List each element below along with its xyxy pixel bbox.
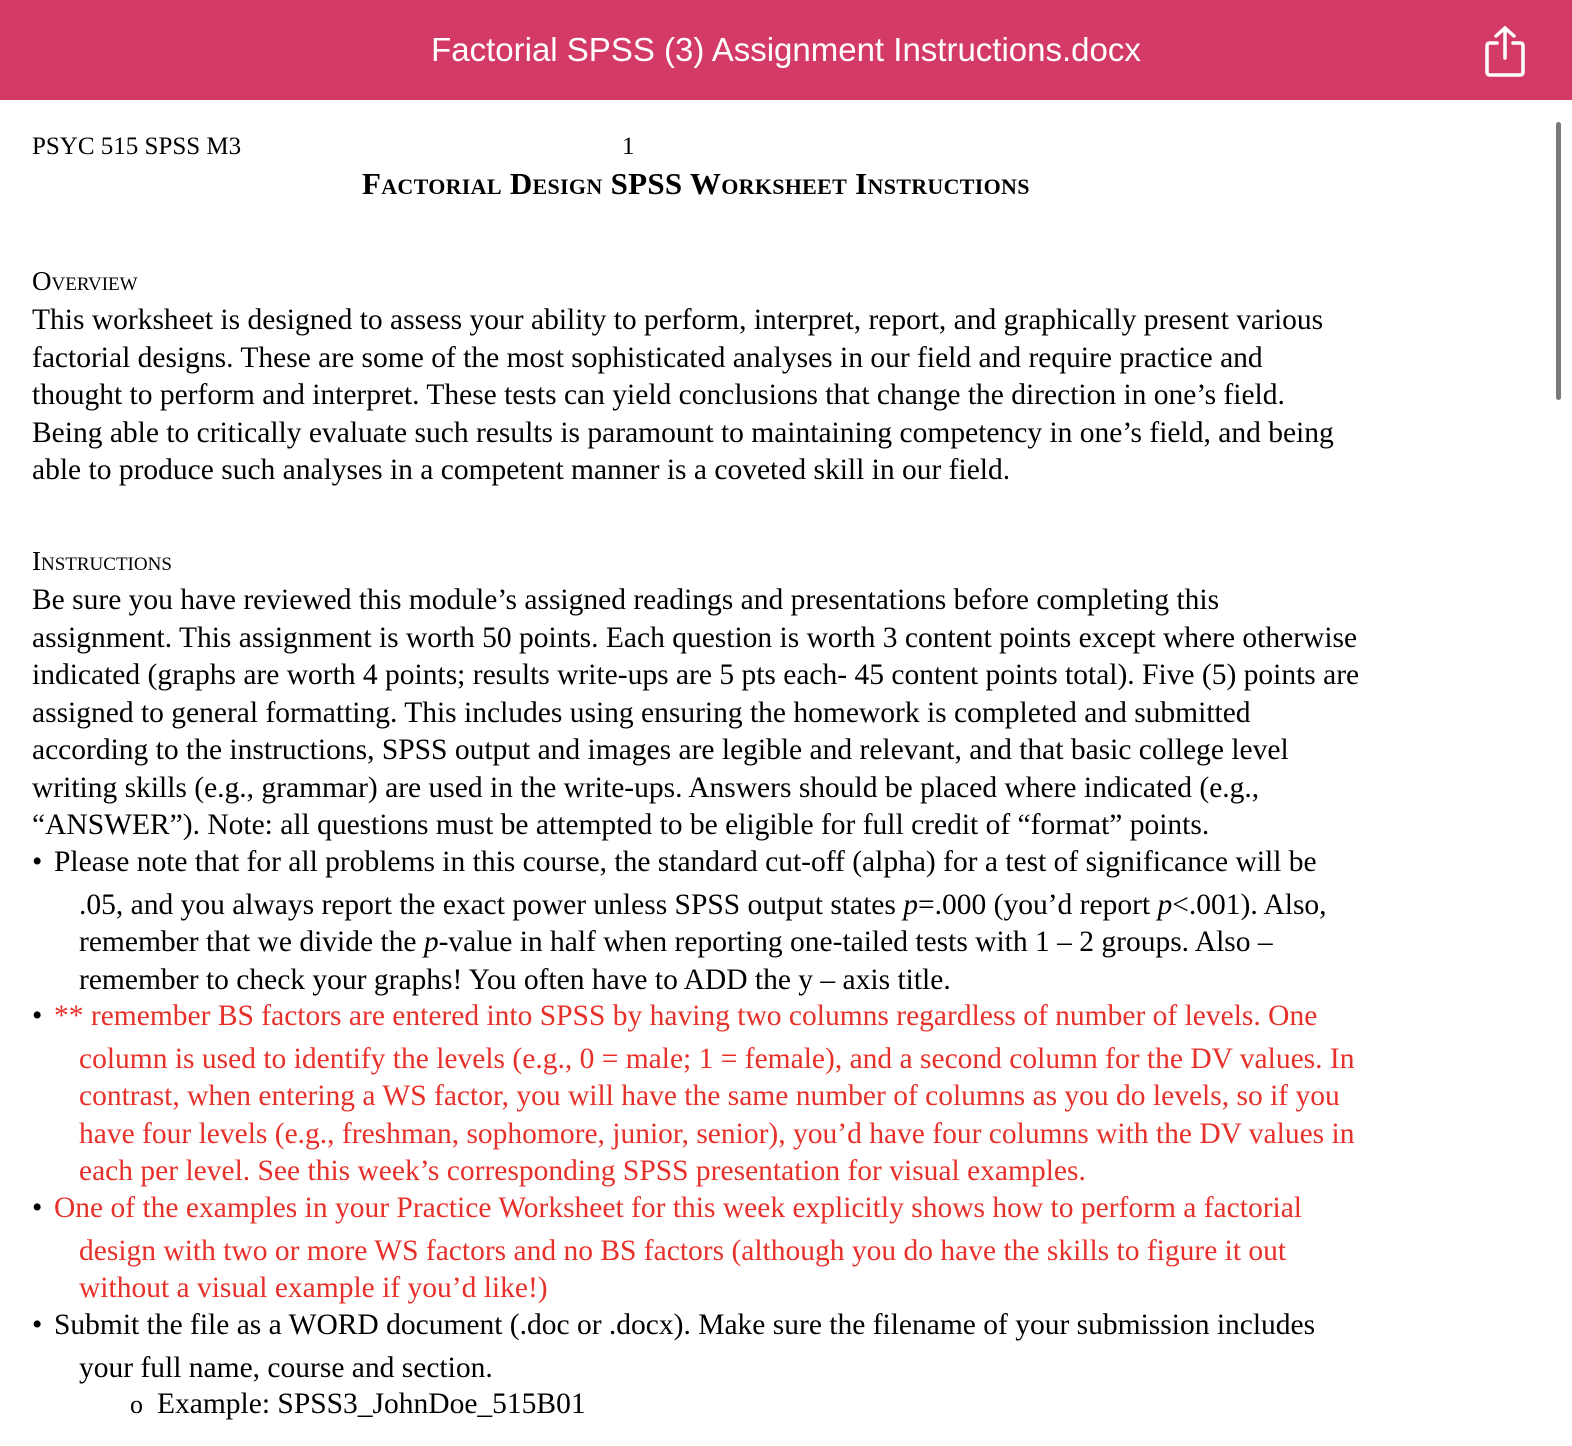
bullet-bs-line: have four levels (e.g., freshman, sophomore, junior, senior), you’d have four columns with the DV values in [79,1117,1355,1150]
text-run: .05, and you always report the exact power unless SPSS output states [79,888,904,921]
instructions-heading: Instructions [32,546,172,576]
bullet-submit-line: your full name, course and section. [79,1351,493,1384]
bullet-alpha-line [32,924,1502,962]
text-run: remember that we divide the [79,926,424,958]
overview-line: This worksheet is designed to assess your ability to perform, interpret, report, and graphically present various [32,304,1324,336]
overview-heading: Overview [32,266,138,296]
document-title: Factorial SPSS (3) Assignment Instructions.docx [431,31,1141,68]
bullet-practice-line: without a visual example if you’d like!) [79,1272,548,1304]
instructions-line: indicated (graphs are worth 4 points; results write-ups are 5 pts each- 45 content points total). Five (5) points are [32,659,1360,691]
bullet-bs-line: contrast, when entering a WS factor, you will have the same number of columns as you do levels, so if you [79,1080,1340,1112]
bullet-submit [32,1307,1502,1387]
italic-p: p [423,926,439,958]
example-filename: Example: SPSS3_JohnDoe_515B01 [157,1388,586,1420]
italic-p: p [903,888,918,921]
vertical-scrollbar[interactable] [1556,122,1561,400]
bullet-marker: • [32,1309,43,1341]
bullet-bs-line: each per level. See this week’s corresponding SPSS presentation for visual examples. [79,1155,1086,1187]
bullet-marker: • [32,1000,43,1032]
instructions-line: writing skills (e.g., grammar) are used in the write-ups. Answers should be placed where indicated (e.g., [32,771,1260,804]
bullet-marker: • [32,1192,43,1224]
italic-p: p [1157,888,1173,921]
document-title-bar [0,0,1572,100]
overview-paragraph [32,302,1502,490]
bullet-practice [32,1190,1502,1308]
bullet-alpha-line [32,887,1502,925]
page-number: 1 [622,133,635,160]
bullet-marker: • [32,846,43,878]
text-run: -value in half when reporting one-tailed tests with 1 – 2 groups. Also – [438,926,1273,958]
bullet-bs-line: ** remember BS factors are entered into SPSS by having two columns regardless of number of levels. One [54,1000,1318,1032]
bullet-bs-line: column is used to identify the levels (e.g., 0 = male; 1 = female), and a second column for the DV values. In [79,1042,1355,1075]
overview-line: thought to perform and interpret. These tests can yield conclusions that change the direction in one’s field. [32,379,1285,411]
worksheet-title: Factorial Design SPSS Worksheet Instructions [362,166,1030,201]
overview-line: able to produce such analyses in a competent manner is a coveted skill in our field. [32,454,1011,486]
share-icon [1484,25,1526,77]
instructions-line: assigned to general formatting. This includes using ensuring the homework is completed and submitted [32,696,1251,729]
bullet-submit-line: Submit the file as a WORD document (.doc or .docx). Make sure the filename of your submission includes [54,1309,1316,1341]
sub-bullet-marker: o [130,1390,143,1419]
share-button[interactable] [1476,22,1534,80]
bullet-alpha-line: remember to check your graphs! You often have to ADD the y – axis title. [79,963,951,996]
submit-example [130,1388,586,1421]
instructions-line: “ANSWER”). Note: all questions must be attempted to be eligible for full credit of “format” points. [32,809,1210,841]
running-head: PSYC 515 SPSS M3 [32,133,242,160]
instructions-line: assignment. This assignment is worth 50 points. Each question is worth 3 content points except where otherwise [32,621,1358,654]
bullet-bs-factors [32,998,1502,1191]
instructions-line: Be sure you have reviewed this module’s assigned readings and presentations before completing this [32,584,1220,616]
text-run: =.000 (you’d report [918,888,1158,921]
overview-line: factorial designs. These are some of the most sophisticated analyses in our field and require practice and [32,341,1263,374]
bullet-alpha-line: Please note that for all problems in this course, the standard cut-off (alpha) for a test of significance will be [54,846,1317,878]
instructions-line: according to the instructions, SPSS output and images are legible and relevant, and that basic college level [32,734,1289,766]
bullet-alpha [32,844,1502,999]
bullet-practice-line: One of the examples in your Practice Worksheet for this week explicitly shows how to perform a factorial [54,1192,1303,1224]
text-run: <.001). Also, [1172,888,1327,921]
instructions-paragraph [32,582,1502,845]
overview-line: Being able to critically evaluate such results is paramount to maintaining competency in one’s field, and being [32,416,1334,449]
bullet-practice-line: design with two or more WS factors and no BS factors (although you do have the skills to figure it out [79,1234,1287,1267]
